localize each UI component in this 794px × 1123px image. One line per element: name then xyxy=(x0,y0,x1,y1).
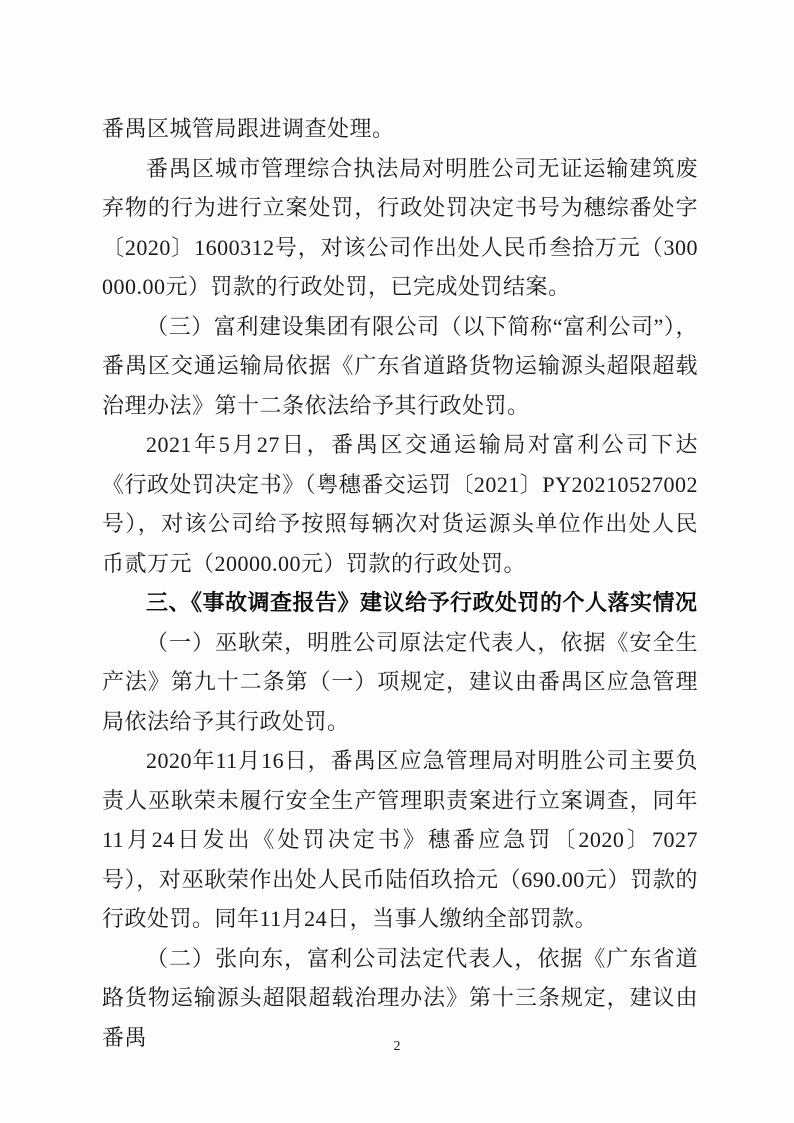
section-heading: 三、《事故调查报告》建议给予行政处罚的个人落实情况 xyxy=(146,590,698,615)
paragraph: 番禺区城市管理综合执法局对明胜公司无证运输建筑废弃物的行为进行立案处罚，行政处罚决定书号为穗综番处字〔2020〕1600312号，对该公司作出处人民币叁拾万元（300000.00元）罚款的行政处罚，已完成处罚结案。 xyxy=(102,155,698,299)
paragraph: （二）张向东，富利公司法定代表人，依据《广东省道路货物运输源头超限超载治理办法》第十三条规定，建议由番禺 xyxy=(102,945,698,1050)
paragraph: 2021年5月27日，番禺区交通运输局对富利公司下达《行政处罚决定书》（粤穗番交运罚〔2021〕PY20210527002号），对该公司给予按照每辆次对货运源头单位作出处人民币贰万元（20000.00元）罚款的行政处罚。 xyxy=(102,432,698,576)
paragraph-continuation: 番禺区城管局跟进调查处理。 xyxy=(102,116,395,141)
paragraph: 2020年11月16日，番禺区应急管理局对明胜公司主要负责人巫耿荣未履行安全生产管理职责案进行立案调查，同年11月24日发出《处罚决定书》穗番应急罚〔2020〕7027号），对巫耿荣作出处人民币陆佰玖拾元（690.00元）罚款的行政处罚。同年11月24日，当事人缴纳全部罚款。 xyxy=(102,748,698,931)
paragraph: （三）富利建设集团有限公司（以下简称“富利公司”），番禺区交通运输局依据《广东省道路货物运输源头超限超载治理办法》第十二条依法给予其行政处罚。 xyxy=(102,313,698,418)
page-number: 2 xyxy=(393,1039,401,1054)
document-body xyxy=(102,109,698,1057)
paragraph: （一）巫耿荣，明胜公司原法定代表人，依据《安全生产法》第九十二条第（一）项规定，建议由番禺区应急管理局依法给予其行政处罚。 xyxy=(102,629,698,734)
